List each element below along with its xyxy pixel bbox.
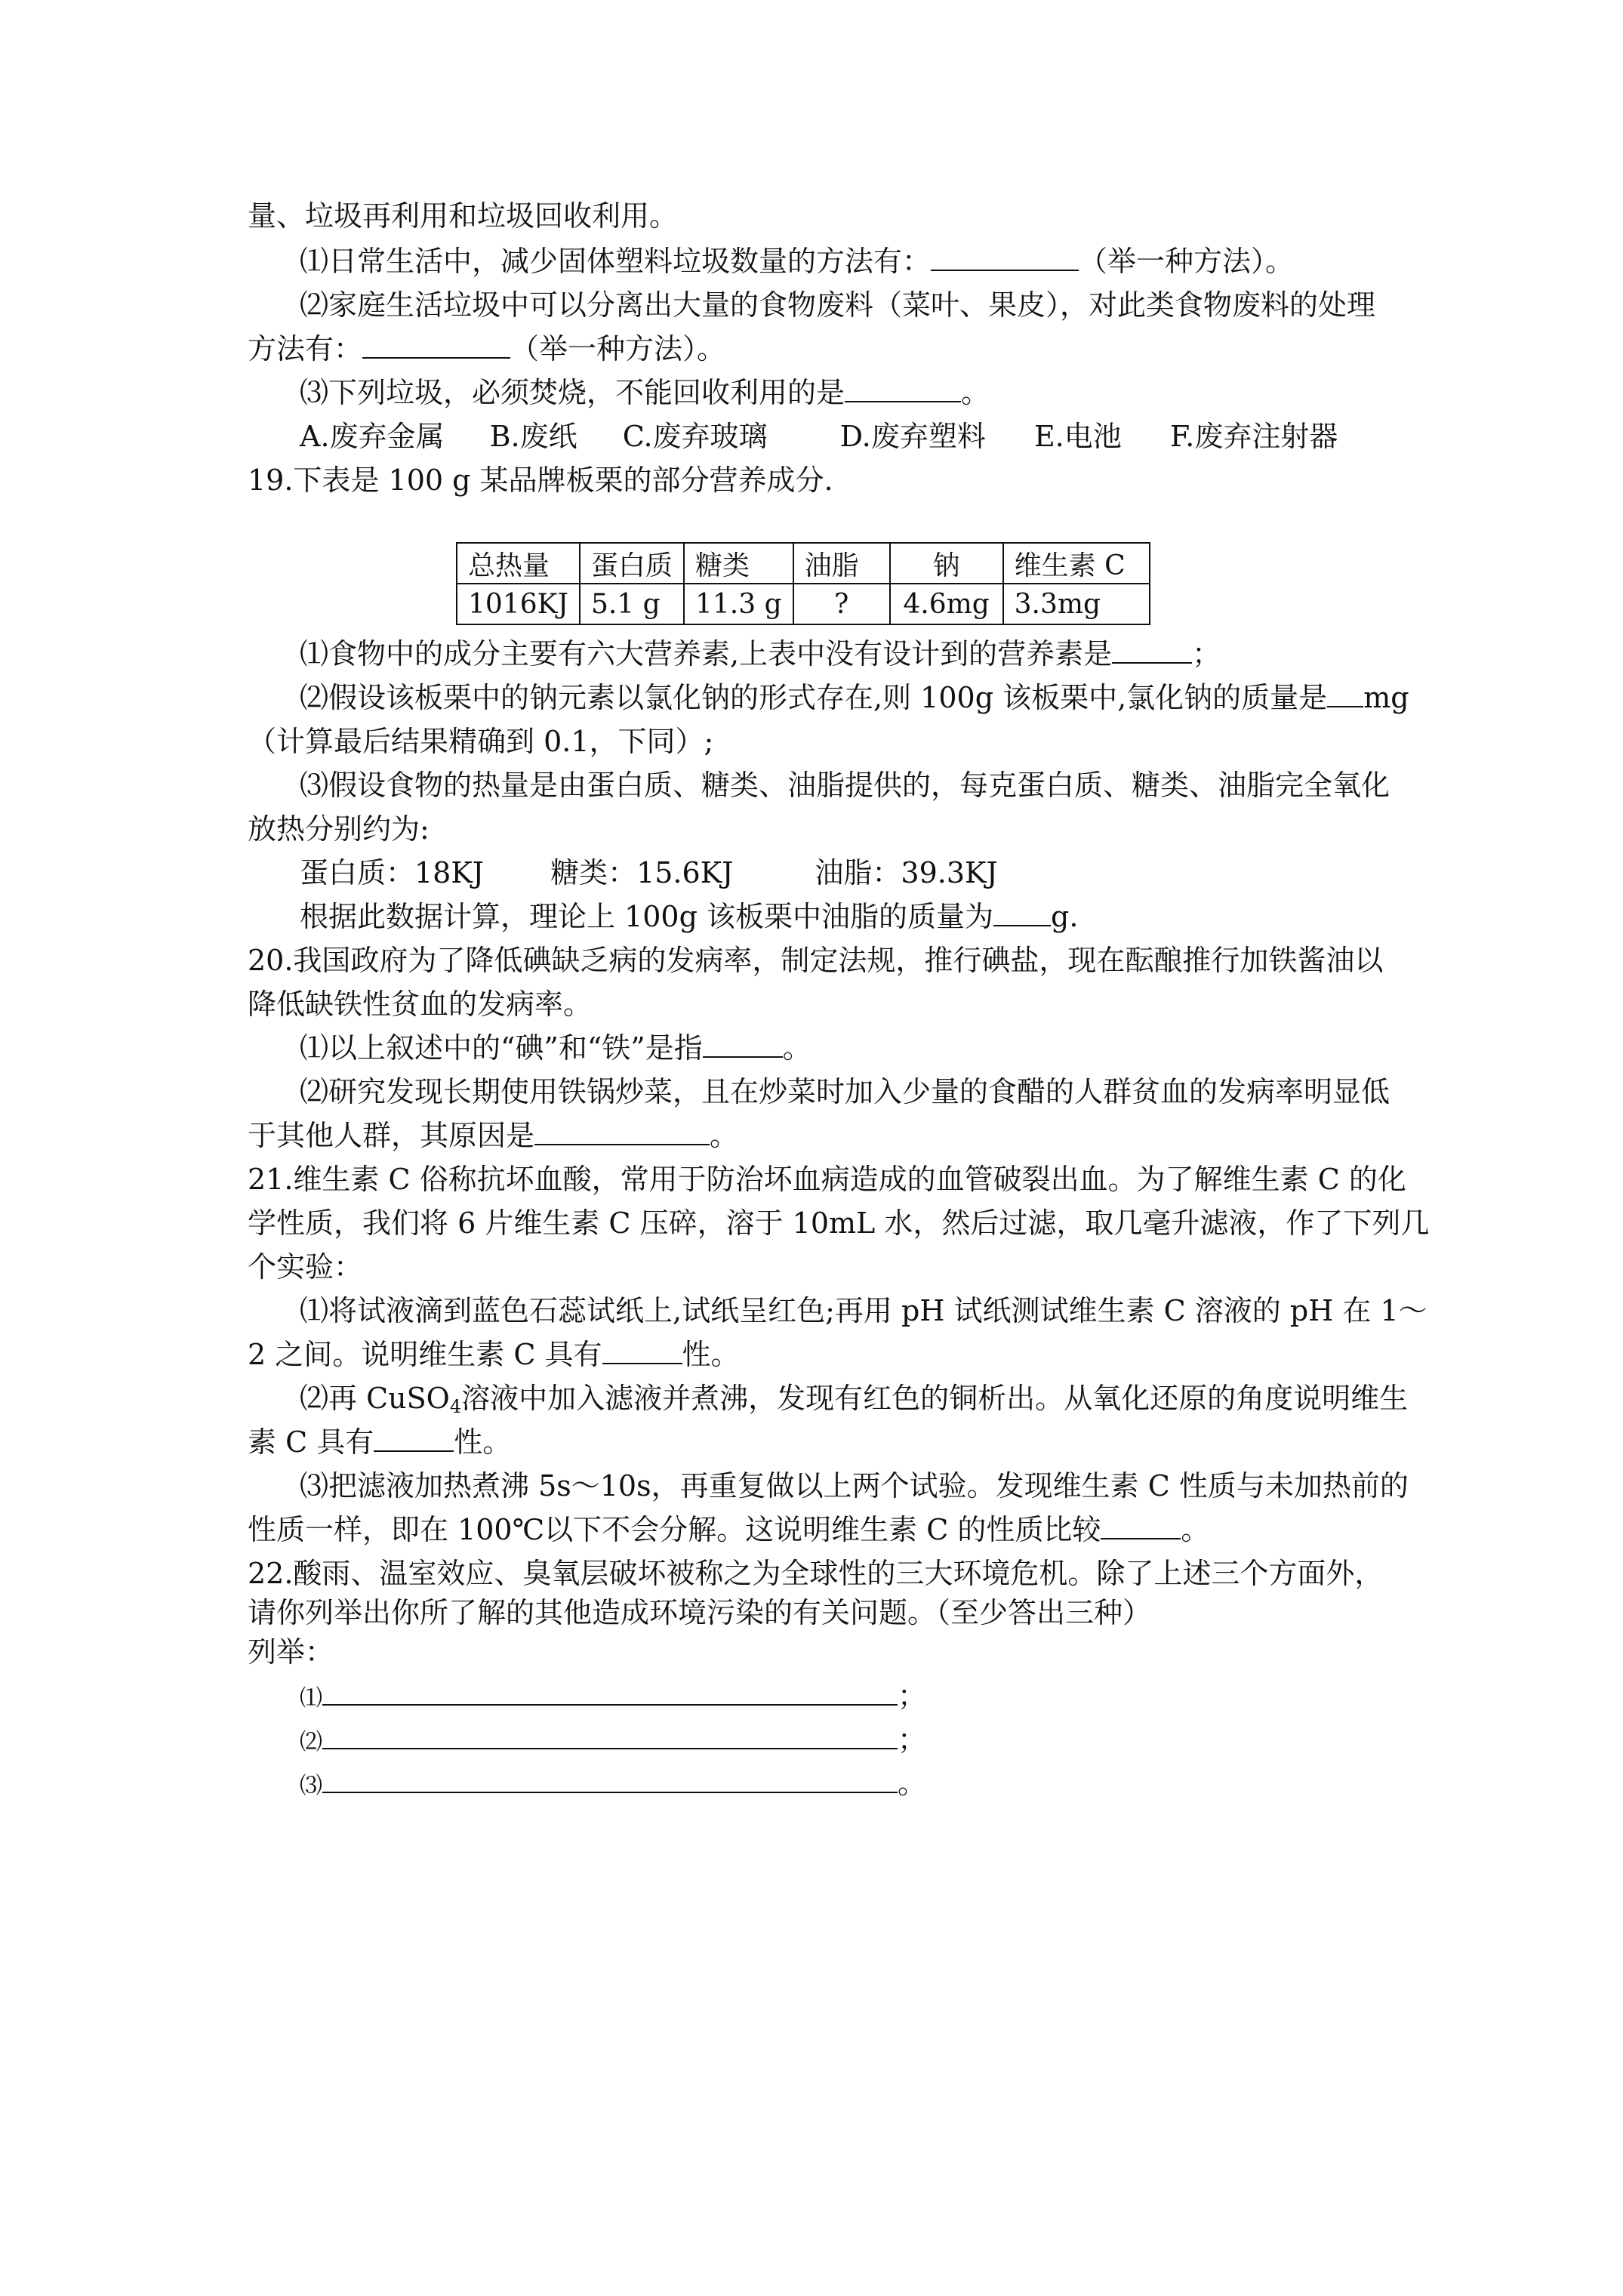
table-cell: 3.3mg (1003, 584, 1150, 624)
answer-blank[interactable] (322, 1725, 898, 1749)
option-e: E.电池 (1033, 420, 1122, 453)
q21-part3-line1: ⑶把滤液加热煮沸 5s～10s，再重复做以上两个试验。发现维生素 C 性质与未加热前的 (300, 1469, 1409, 1502)
q20-stem-line2: 降低缺铁性贫血的发病率。 (248, 988, 593, 1021)
q20-stem-line1: 20.我国政府为了降低碘缺乏病的发病率，制定法规，推行碘盐，现在酝酿推行加铁酱油以 (248, 944, 1384, 977)
q22-item-2: ⑵ ； (300, 1723, 927, 1756)
answer-blank[interactable] (1101, 1512, 1181, 1539)
q19-heat-values (300, 855, 998, 891)
q21-part1-line1: ⑴将试液滴到蓝色石蕊试纸上,试纸呈红色;再用 pH 试纸测试维生素 C 溶液的 pH 在 1～ (300, 1294, 1427, 1327)
answer-blank[interactable] (322, 1681, 898, 1706)
q21-part3-line2: 性质一样，即在 100℃以下不会分解。这说明维生素 C 的性质比较 。 (248, 1513, 1210, 1546)
q22-list-label: 列举： (248, 1635, 334, 1669)
q21-stem-line2: 学性质，我们将 6 片维生素 C 压碎，溶于 10mL 水，然后过滤，取几毫升滤液，作了下列几 (248, 1207, 1430, 1240)
table-cell: ? (793, 584, 890, 624)
table-row (457, 543, 1150, 584)
answer-blank[interactable] (993, 899, 1051, 926)
answer-blank[interactable] (362, 331, 510, 359)
q21-part2-line1: ⑵再 CuSO$_4$溶液中加入滤液并煮沸，发现有红色的铜析出。从氧化还原的角度说明维生 (300, 1382, 1409, 1417)
q18-part2-line2: 方法有： （举一种方法）。 (248, 332, 726, 365)
q19-part2-line2: （计算最后结果精确到 0.1，下同）; (248, 725, 714, 758)
option-c: C.废弃玻璃 (622, 420, 768, 453)
q22-item-3: ⑶ 。 (300, 1767, 927, 1800)
q18-part2-line1: ⑵家庭生活垃圾中可以分离出大量的食物废料（菜叶、果皮），对此类食物废料的处理 (300, 288, 1376, 322)
table-header-cell: 总热量 (457, 543, 580, 584)
answer-blank[interactable] (322, 1769, 898, 1793)
q22-item-1: ⑴ ； (300, 1679, 927, 1712)
q21-part2-line2: 素 C 具有 性。 (248, 1425, 512, 1459)
q18-part1: ⑴日常生活中，减少固体塑料垃圾数量的方法有： （举一种方法）。 (300, 245, 1295, 278)
intro-tail: 量、垃圾再利用和垃圾回收利用。 (248, 199, 679, 233)
q20-part2-line2: 于其他人群，其原因是 。 (248, 1119, 739, 1152)
table-cell: 4.6mg (890, 584, 1003, 624)
table-header-cell: 钠 (890, 543, 1003, 584)
answer-blank[interactable] (703, 1031, 783, 1058)
answer-blank[interactable] (845, 375, 961, 402)
answer-blank[interactable] (1112, 636, 1192, 664)
q19-part3-line3: 根据此数据计算，理论上 100g 该板栗中油脂的质量为 g. (300, 900, 1079, 933)
q19-stem: 19.下表是 100 g 某品牌板栗的部分营养成分. (248, 464, 833, 497)
q19-part2-line1: ⑵假设该板栗中的钠元素以氯化钠的形式存在,则 100g 该板栗中,氯化钠的质量是 mg (300, 681, 1409, 714)
q21-stem-line1: 21.维生素 C 俗称抗坏血酸，常用于防治坏血病造成的血管破裂出血。为了解维生素 C 的化 (248, 1163, 1406, 1196)
answer-blank[interactable] (374, 1425, 454, 1452)
heat-sugar: 糖类：15.6KJ (550, 856, 734, 889)
table-header-cell: 维生素 C (1003, 543, 1150, 584)
q21-stem-line3: 个实验： (248, 1250, 363, 1284)
option-d: D.废弃塑料 (839, 420, 986, 453)
table-cell: 5.1 g (580, 584, 684, 624)
q22-stem-line1: 22.酸雨、温室效应、臭氧层破坏被称之为全球性的三大环境危机。除了上述三个方面外， (248, 1557, 1384, 1590)
option-b: B.废纸 (489, 420, 577, 453)
q18-options (300, 418, 1338, 455)
option-f: F.废弃注射器 (1169, 420, 1338, 453)
option-a: A.废弃金属 (300, 420, 445, 453)
q20-part1: ⑴以上叙述中的“碘”和“铁”是指 。 (300, 1031, 812, 1065)
nutrition-table (456, 542, 1150, 625)
answer-blank[interactable] (534, 1118, 710, 1145)
table-header-cell: 糖类 (684, 543, 793, 584)
answer-blank[interactable] (931, 244, 1079, 271)
table-header-cell: 蛋白质 (580, 543, 684, 584)
q20-part2-line1: ⑵研究发现长期使用铁锅炒菜，且在炒菜时加入少量的食醋的人群贫血的发病率明显低 (300, 1075, 1390, 1108)
table-row (457, 584, 1150, 624)
table-cell: 1016KJ (457, 584, 580, 624)
answer-blank[interactable] (602, 1337, 682, 1364)
q19-part3-line1: ⑶假设食物的热量是由蛋白质、糖类、油脂提供的，每克蛋白质、糖类、油脂完全氧化 (300, 769, 1390, 802)
answer-blank[interactable] (1327, 680, 1363, 707)
heat-oil: 油脂：39.3KJ (815, 856, 998, 889)
table-header-cell: 油脂 (793, 543, 890, 584)
q22-stem-line2: 请你列举出你所了解的其他造成环境污染的有关问题。（至少答出三种） (248, 1596, 1152, 1629)
q19-part1: ⑴食物中的成分主要有六大营养素,上表中没有设计到的营养素是 ； (300, 637, 1221, 670)
heat-protein: 蛋白质：18KJ (300, 856, 484, 889)
q19-part3-line2: 放热分别约为: (248, 812, 430, 846)
table-cell: 11.3 g (684, 584, 793, 624)
q18-part3: ⑶下列垃圾，必须焚烧，不能回收利用的是 。 (300, 376, 990, 409)
q21-part1-line2: 2 之间。说明维生素 C 具有 性。 (248, 1338, 740, 1371)
